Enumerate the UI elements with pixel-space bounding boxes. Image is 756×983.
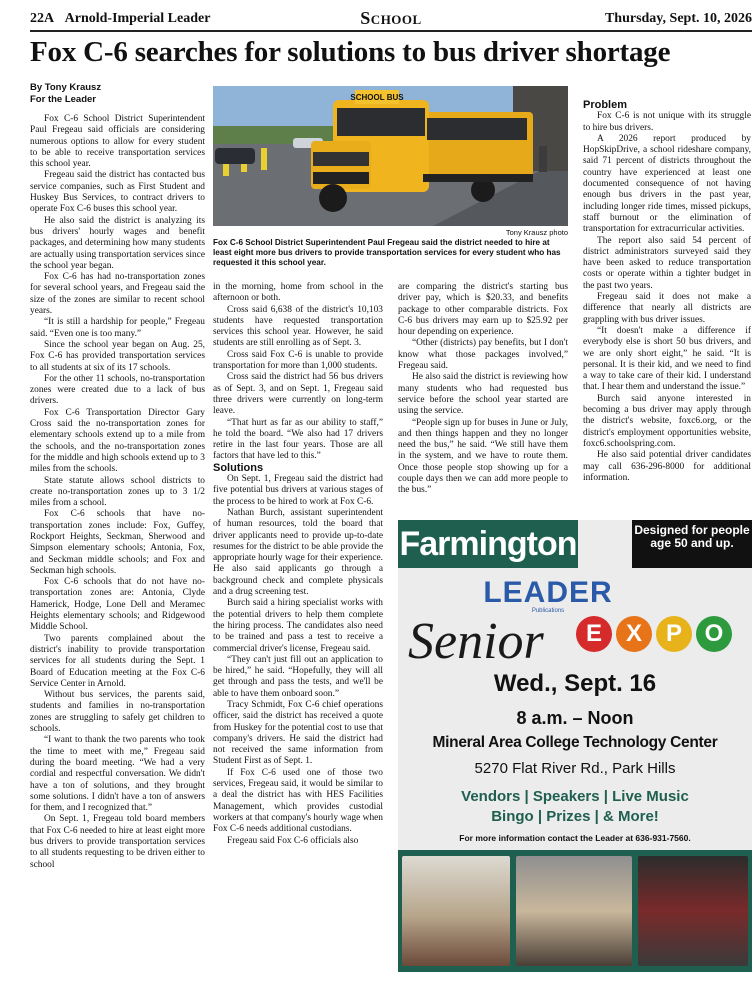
ad-photo-dancers <box>516 856 632 966</box>
ad-leader-publications: Publications <box>531 608 565 614</box>
paragraph: Tracy Schmidt, Fox C-6 chief operations officer, said the district has received a quote from Huskey for the potential cost to use that company's drivers. He said the district had not received the same information from Student First as of Sept. 1. <box>213 699 383 767</box>
byline-author: By Tony Krausz <box>30 82 102 93</box>
bus-sign: SCHOOL BUS <box>350 93 404 102</box>
paragraph: On Sept. 1, Fregeau told board members that Fox C-6 needed to hire at least eight more bus drivers to provide transportation services to all students requesting to be driven either to school <box>30 814 205 870</box>
article-column-1 <box>30 114 205 976</box>
ad-event-date: Wed., Sept. 16 <box>493 670 657 697</box>
ad-photo-attendees <box>402 856 510 966</box>
paragraph: “It doesn't make a difference if everybody else is short 50 bus drivers, and we are only short eight,” he said. “It is personal. It is their kid, and we need to find a way to take care of their kid. I understand that. I hear them and understand the issue.” <box>583 325 751 393</box>
photo-caption: Fox C-6 School District Superintendent Paul Fregeau said the district needed to hire at least eight more bus drivers to provide transportation services for every student who has requested it this school year. <box>213 238 561 267</box>
ad-farmington-banner: Farmington <box>398 520 578 568</box>
headline: Fox C-6 searches for solutions to bus driver shortage <box>30 36 671 68</box>
page-header <box>30 8 752 32</box>
paragraph: “It is still a hardship for people,” Fregeau said. “Even one is too many.” <box>30 317 205 339</box>
paragraph: Cross said the district had 56 bus drivers as of Sept. 3, and on Sept. 1, Fregeau said three drivers were currently on long-term leave. <box>213 372 383 417</box>
paragraph: He also said potential driver candidates may call 636-296-8000 for additional information. <box>583 450 751 483</box>
paragraph: State statute allows school districts to create no-transportation zones up to 3 1/2 miles from a school. <box>30 475 205 509</box>
paragraph: Fregeau said the district has contacted bus service companies, such as First Student and Huskey Bus Services, to contract drivers to operate Fox C-6 buses this school year. <box>30 170 205 215</box>
ad-features-line-1: Vendors | Speakers | Live Music <box>461 788 689 805</box>
photo-credit: Tony Krausz photo <box>505 228 568 237</box>
ad-expo-letters <box>576 616 732 652</box>
article-column-2 <box>213 282 383 977</box>
ad-photo-musicians <box>638 856 748 966</box>
expo-letter-o: O <box>696 616 732 652</box>
paragraph: On Sept. 1, Fregeau said the district had five potential bus drivers at various stages of the process to be hired to work at Fox C-6. <box>213 474 383 507</box>
paragraph: in the morning, home from school in the afternoon or both. <box>213 282 383 304</box>
ad-leader-logo: LEADER <box>483 576 613 609</box>
paragraph: Fregeau said it does not make a difference that nearly all districts are grappling with bus driver issues. <box>583 292 751 325</box>
paragraph: Fox C-6 is not unique with its struggle to hire bus drivers. <box>583 111 751 133</box>
paragraph: Fox C-6 Transportation Director Gary Cross said the no-transportation zones for elementary schools extend up to a mile from the schools, and the no-transportation zones for the middle and high schools extend up to 3 miles from the schools. <box>30 407 205 475</box>
paragraph: Burch said anyone interested in becoming a bus driver may apply through the district's website, foxc6.org, or the district's employment opportunities website, foxc6.schoolspring.com. <box>583 393 751 449</box>
subhead-problem: Problem <box>583 100 628 111</box>
paragraph: He also said the district is analyzing its bus drivers' hourly wages and benefit packages, and determining how many students are actually using transportation services since the school year began. <box>30 215 205 271</box>
ad-audience-badge: Designed for people age 50 and up. <box>632 520 752 568</box>
paragraph: “Other (districts) pay benefits, but I don't know what those packages involved,” Fregeau said. <box>398 338 568 372</box>
paragraph: If Fox C-6 used one of those two services, Fregeau said, it would be similar to a deal the district has with HES Facilities Management, which provides custodial workers at that company's hourly wage when Fox C-6 needs additional custodians. <box>213 767 383 835</box>
article-column-3 <box>398 282 568 514</box>
paragraph: Without bus services, the parents said, students and families in no-transportation zones are struggling to safely get children to schools. <box>30 690 205 735</box>
subhead-solutions: Solutions <box>213 461 264 474</box>
paragraph: Nathan Burch, assistant superintendent of human resources, told the board that driver applicants need to provide up-to-date resumes for the district to be able provide the appropriate hourly wage for their experience. He also said applicants go through a background check and complete physicals and a drug screening test. <box>213 507 383 598</box>
paragraph: Two parents complained about the district's inability to provide transportation services for all students during the Sept. 1 Board of Education meeting at the Fox C-6 Service Center in Arnold. <box>30 633 205 689</box>
article-column-4 <box>583 100 751 512</box>
ad-event-time: 8 a.m. – Noon <box>516 708 634 728</box>
ad-event-address: 5270 Flat River Rd., Park Hills <box>474 760 676 777</box>
paragraph: He also said the district is reviewing how many students who had requested bus service before the school year started are using the service. <box>398 372 568 417</box>
paragraph: are comparing the district's starting bus driver pay, which is $20.33, and benefits package to other comparable districts. Fox C-6 bus drivers may earn up to $25.92 per hour depending on experience. <box>398 282 568 338</box>
byline <box>30 82 205 106</box>
paragraph: Cross said 6,638 of the district's 10,103 students have requested transportation services this school year. However, he said students are still enrolling as of Sept. 3. <box>213 304 383 349</box>
bus-photo <box>213 86 568 226</box>
senior-expo-ad[interactable] <box>398 520 752 972</box>
ad-photo-strip <box>398 850 752 972</box>
paragraph: “That hurt as far as our ability to staff,” he told the board. “We also had 17 drivers retire in the last four years. Those are all factors that have led to this.” <box>213 417 383 462</box>
paragraph: Fox C-6 schools that do not have no-transportation zones are: Antonia, Clyde Hamerick, Hodge, Lone Dell and Meramec Heights elementary schools; and Ridgewood Middle School. <box>30 577 205 633</box>
ad-senior-word: Senior <box>408 613 544 670</box>
ad-features-line-2: Bingo | Prizes | & More! <box>491 808 659 825</box>
paragraph: The report also said 54 percent of district administrators surveyed said they have been asked to reduce transportation costs or operate within a tighter budget in the past two years. <box>583 235 751 291</box>
paragraph: “They can't just fill out an application to be hired,” he said. “Hopefully, they will all get through and pass the tests, and we'll be able to have them onboard soon.” <box>213 654 383 699</box>
paragraph: Cross said Fox C-6 is unable to provide transportation for more than 1,000 students. <box>213 349 383 372</box>
expo-letter-e: E <box>576 616 612 652</box>
paragraph: Since the school year began on Aug. 25, Fox C-6 has provided transportation services to all students at six of its 17 schools. <box>30 339 205 373</box>
paragraph: Fox C-6 has had no-transportation zones for several school years, and Fregeau said the size of the zones are similar to recent school years. <box>30 272 205 317</box>
paragraph: “I want to thank the two parents who took the time to meet with me,” Fregeau said during the board meeting. “We had a very cordial and respectful conversation. We didn't have a ton of solutions, and they brought some solutions. I didn't have a ton of answers for them, and I recognized that.” <box>30 735 205 814</box>
paragraph: Fox C-6 schools that have no-transportation zones include: Fox, Guffey, Rockport Heights, Seckman, Sherwood and Simpson elementary schools; Antonia, Fox, and Seckman middle schools; and Fox and Seckman high schools. <box>30 509 205 576</box>
paragraph: A 2026 report produced by HopSkipDrive, a school rideshare company, said 71 percent of districts throughout the country have experienced at least one documented consequence of not having enough bus drivers in the past year, including longer ride times, missed pickups, staff burnout or the elimination of transportation for extracurricular activities. <box>583 133 751 235</box>
byline-affiliation: For the Leader <box>30 94 96 105</box>
section-label: School <box>360 8 422 28</box>
paragraph: Fox C-6 School District Superintendent Paul Fregeau said officials are considering numerous options to allow for every student to be able to receive transportation services this school year. <box>30 114 205 170</box>
paragraph: “People sign up for buses in June or July, and then things happen and they no longer need the bus,” he said. “We still have them in the system, and we have to route them. Once those people stop showing up for a couple days then we can add more people to the bus.” <box>398 417 568 496</box>
expo-letter-p: P <box>656 616 692 652</box>
paragraph: Fregeau said Fox C-6 officials also <box>227 835 359 846</box>
paragraph: Burch said a hiring specialist works with the potential drivers to help them complete the hiring process. The candidates also need to be trained and pass a test to receive a commercial driver's license, Fregeau said. <box>213 598 383 654</box>
school-bus-image <box>213 86 568 226</box>
ad-contact-info: For more information contact the Leader at 636-931-7560. <box>459 833 691 843</box>
paragraph: For the other 11 schools, no-transportation zones were created due to a lack of bus drivers. <box>30 373 205 407</box>
expo-letter-x: X <box>616 616 652 652</box>
issue-date: Thursday, Sept. 10, 2026 <box>604 11 752 26</box>
page-folio: 22A Arnold-Imperial Leader <box>30 11 211 26</box>
ad-event-venue: Mineral Area College Technology Center <box>432 734 718 751</box>
